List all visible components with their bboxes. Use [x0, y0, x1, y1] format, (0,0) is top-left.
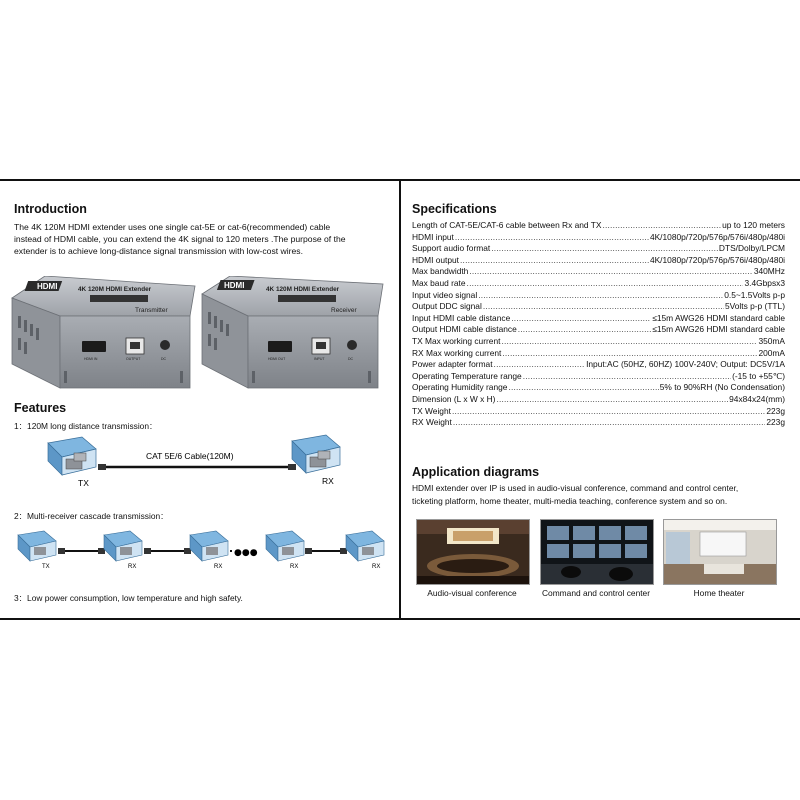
cable-label: CAT 5E/6 Cable(120M): [146, 451, 234, 461]
spec-key: RX Weight: [412, 417, 452, 428]
introduction-text: [14, 221, 346, 258]
spec-key: Dimension (L x W x H): [412, 393, 496, 404]
spec-row: [412, 301, 785, 313]
spec-key: Length of CAT-5E/CAT-6 cable between Rx and TX: [412, 220, 602, 230]
spec-leader-dots: [453, 417, 765, 429]
cascade-rx-icon: [190, 531, 228, 561]
spec-key: Support audio format: [412, 243, 491, 254]
spec-key: TX Weight: [412, 405, 451, 416]
spec-leader-dots: [501, 336, 757, 348]
port-output-label: OUTPUT: [126, 357, 141, 361]
spec-value: 223g: [766, 417, 785, 428]
model-label: 4K 120M HDMI Extender: [266, 286, 340, 293]
transmitter-device: [12, 276, 195, 388]
spec-leader-dots: [511, 313, 651, 325]
intro-line: instead of HDMI cable, you can extend the 4K signal to 120 meters .The purpose of the: [14, 234, 346, 245]
spec-leader-dots: [469, 266, 752, 278]
transmitter-label: Transmitter: [135, 307, 168, 314]
features-heading: Features: [14, 401, 67, 415]
tx-label: TX: [78, 478, 89, 488]
application-text: [412, 482, 738, 507]
spec-row: [412, 394, 785, 406]
cascade-rx-icon: [266, 531, 304, 561]
application-line: ticketing platform, home theater, multi-media teaching, conference system and so on.: [412, 495, 728, 506]
cascade-rx-icon: [104, 531, 142, 561]
spec-value: 223g: [766, 405, 785, 416]
spec-table: [412, 220, 785, 429]
spec-key: TX Max working current: [412, 335, 501, 346]
spec-value: 3.4Gbpsx3: [744, 277, 785, 288]
application-heading: Application diagrams: [412, 465, 540, 479]
cascade-label: RX: [128, 564, 137, 570]
spec-value: 94x84x24(mm): [729, 393, 785, 404]
spec-row: [412, 313, 785, 325]
cascade-rx-icon: [346, 531, 384, 561]
spec-row: [412, 371, 785, 383]
spec-sheet: [0, 179, 800, 620]
caption-audio-visual: Audio-visual conference: [427, 588, 517, 598]
spec-value: (-15 to +55℃): [732, 370, 785, 381]
spec-value: DTS/Dolby/LPCM: [718, 243, 785, 254]
spec-value: up to 120 meters: [722, 220, 785, 230]
feature-item-3: 3：Low power consumption, low temperature and high safety.: [14, 593, 243, 603]
spec-key: HDMI input: [412, 231, 454, 242]
spec-key: Operating Temperature range: [412, 370, 522, 381]
spec-row: [412, 382, 785, 394]
product-photo: [0, 276, 399, 391]
port-hdmi-in-label: HDMI IN: [84, 357, 98, 361]
cascade-label: TX: [42, 564, 50, 570]
spec-leader-dots: [518, 324, 651, 336]
feature-item-1: 1：120M long distance transmission：: [14, 421, 158, 431]
spec-value: 0.5~1.5Volts p-p: [724, 289, 785, 300]
spec-leader-dots: [455, 232, 649, 244]
spec-key: HDMI output: [412, 254, 460, 265]
rx-device-icon: [292, 435, 340, 473]
ellipsis-dots: ●●●: [234, 548, 258, 558]
spec-value: 200mA: [758, 347, 785, 358]
spec-value: 350mA: [758, 335, 785, 346]
spec-row: [412, 348, 785, 360]
spec-row: [412, 324, 785, 336]
cascade-tx-icon: [18, 531, 56, 561]
spec-leader-dots: [467, 278, 744, 290]
spec-key: Output HDMI cable distance: [412, 324, 517, 335]
spec-value: 340MHz: [753, 266, 785, 277]
spec-row: [412, 220, 785, 232]
spec-key: Max bandwidth: [412, 266, 469, 277]
spec-leader-dots: [494, 359, 586, 371]
home-theater-photo: [663, 519, 777, 585]
right-column: [401, 181, 800, 618]
spec-row: [412, 336, 785, 348]
cascade-label: RX: [214, 564, 223, 570]
specifications-heading: Specifications: [412, 202, 497, 216]
transmission-diagram: [0, 431, 399, 493]
spec-value: Input:AC (50HZ, 60HZ) 100V-240V; Output: DC5V/1A: [586, 359, 785, 370]
spec-key: Input video signal: [412, 289, 478, 300]
port-input-label: INPUT: [314, 357, 325, 361]
spec-leader-dots: [496, 394, 728, 406]
spec-key: Power adapter format: [412, 359, 493, 370]
spec-row: [412, 232, 785, 244]
spec-row: [412, 406, 785, 418]
cascade-label: RX: [372, 564, 381, 570]
intro-line: The 4K 120M HDMI extender uses one single cat-5E or cat-6(recommended) cable: [14, 222, 331, 232]
spec-value: 4K/1080p/720p/576p/576i/480p/480i: [649, 254, 785, 265]
spec-leader-dots: [502, 348, 757, 360]
port-dc-label: DC: [348, 357, 354, 361]
spec-leader-dots: [483, 301, 724, 313]
receiver-label: Receiver: [331, 307, 357, 314]
spec-row: [412, 290, 785, 302]
application-line: HDMI extender over IP is used in audio-visual conference, command and control center,: [412, 483, 739, 493]
spec-row: [412, 243, 785, 255]
left-column: [0, 181, 399, 618]
feature-item-2: 2：Multi-receiver cascade transmission：: [14, 511, 169, 521]
receiver-device: [202, 276, 383, 388]
caption-command-center: Command and control center: [542, 588, 650, 598]
spec-leader-dots: [460, 255, 649, 267]
hdmi-logo: HDMI: [37, 282, 58, 291]
model-label: 4K 120M HDMI Extender: [78, 286, 152, 293]
spec-row: [412, 417, 785, 429]
spec-row: [412, 255, 785, 267]
intro-line: extender is to achieve long-distance signal transmission with low-cost wires.: [14, 246, 303, 257]
spec-leader-dots: [452, 406, 765, 418]
cascade-label: RX: [290, 564, 299, 570]
spec-key: Max baud rate: [412, 277, 466, 288]
spec-key: Input HDMI cable distance: [412, 312, 511, 323]
spec-leader-dots: [508, 382, 658, 394]
cascade-diagram: [0, 521, 399, 571]
spec-value: 4K/1080p/720p/576p/576i/480p/480i: [649, 231, 785, 242]
caption-home-theater: Home theater: [693, 588, 745, 598]
introduction-heading: Introduction: [14, 202, 87, 216]
spec-row: [412, 278, 785, 290]
spec-row: [412, 359, 785, 371]
rx-label: RX: [322, 476, 334, 486]
spec-value: ≤15m AWG26 HDMI standard cable: [652, 324, 785, 335]
spec-key: RX Max working current: [412, 347, 502, 358]
spec-leader-dots: [602, 220, 721, 232]
command-control-center-photo: [540, 519, 654, 585]
spec-key: Operating Humidity range: [412, 382, 508, 393]
tx-device-icon: [48, 437, 96, 475]
spec-leader-dots: [478, 290, 723, 302]
spec-value: ≤15m AWG26 HDMI standard cable: [652, 312, 785, 323]
spec-value: 5% to 90%RH (No Condensation): [659, 382, 785, 393]
spec-key: Output DDC signal: [412, 301, 482, 312]
spec-row: [412, 266, 785, 278]
spec-leader-dots: [491, 243, 718, 255]
spec-value: 5Volts p-p (TTL): [724, 301, 785, 312]
hdmi-logo: HDMI: [224, 281, 245, 290]
audio-visual-conference-photo: [416, 519, 530, 585]
port-hdmi-out-label: HDMI OUT: [268, 357, 286, 361]
spec-leader-dots: [523, 371, 731, 383]
port-dc-label: DC: [161, 357, 167, 361]
